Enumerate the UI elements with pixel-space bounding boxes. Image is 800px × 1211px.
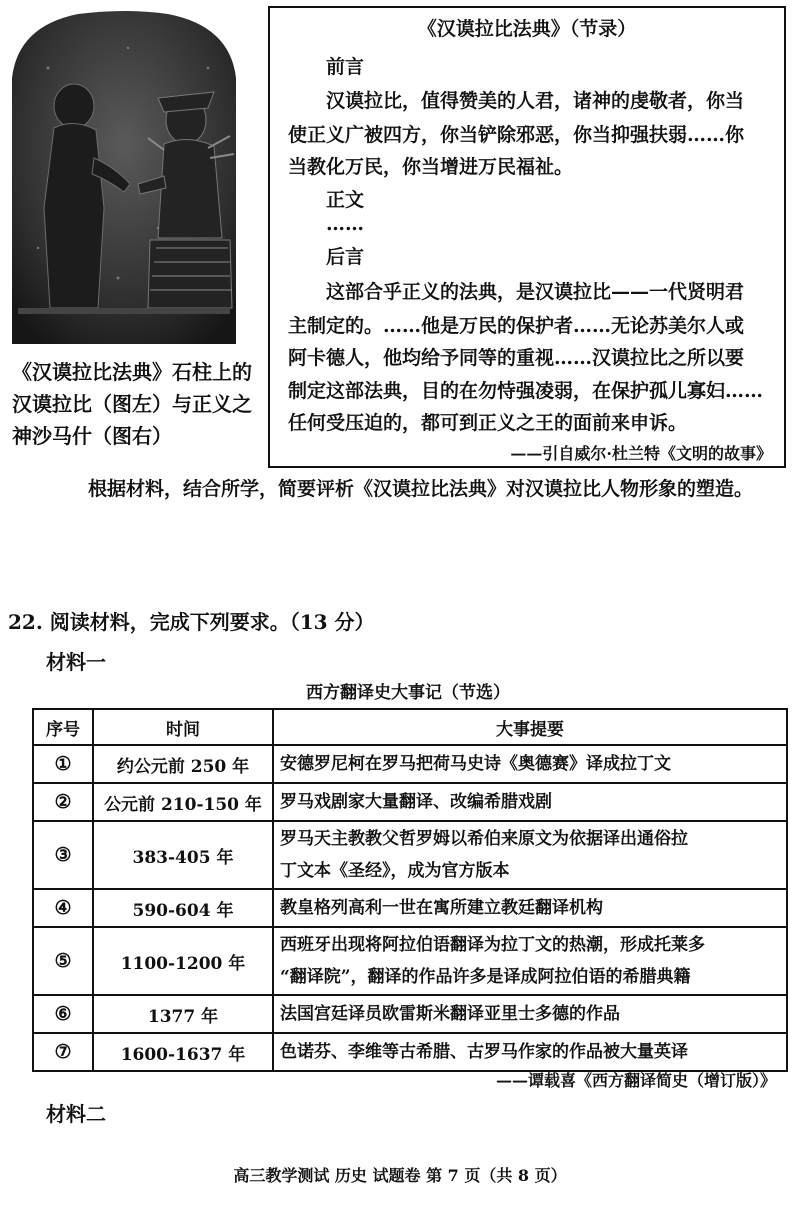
table-row xyxy=(33,783,787,821)
afterword-heading: 后言 xyxy=(326,246,365,268)
material-2-label: 材料二 xyxy=(46,1102,106,1126)
row-time: 1377 年 xyxy=(93,995,273,1033)
header-time: 时间 xyxy=(93,709,273,745)
caption-line: 神沙马什（图右） xyxy=(12,424,172,448)
row-event xyxy=(273,995,787,1033)
row-time: 383-405 年 xyxy=(93,821,273,889)
preface-heading: 前言 xyxy=(326,56,365,78)
event-line: 丁文本《圣经》，成为官方版本 xyxy=(280,861,510,881)
row-number: ⑥ xyxy=(33,995,93,1033)
preface-line: 汉谟拉比，值得赞美的人君，诸神的虔敬者，你当 xyxy=(326,90,745,112)
row-number: ⑦ xyxy=(33,1033,93,1071)
question-21-prompt: 根据材料，结合所学，简要评析《汉谟拉比法典》对汉谟拉比人物形象的塑造。 xyxy=(88,478,754,500)
excerpt-title: 《汉谟拉比法典》（节录） xyxy=(417,18,637,40)
row-number: ④ xyxy=(33,889,93,927)
event-line: 法国宫廷译员欧雷斯米翻译亚里士多德的作品 xyxy=(280,1004,620,1024)
row-event xyxy=(273,745,787,783)
table-row xyxy=(33,745,787,783)
table-row xyxy=(33,1033,787,1071)
table-row xyxy=(33,821,787,889)
excerpt-source: ——引自威尔·杜兰特《文明的故事》 xyxy=(510,444,772,463)
figure-caption xyxy=(12,356,252,452)
row-event xyxy=(273,927,787,995)
row-event xyxy=(273,821,787,889)
body-heading: 正文 xyxy=(326,189,365,211)
preface-line: 当教化万民，你当增进万民福祉。 xyxy=(288,156,574,178)
event-line: 安德罗尼柯在罗马把荷马史诗《奥德赛》译成拉丁文 xyxy=(280,754,671,774)
event-line: 罗马戏剧家大量翻译、改编希腊戏剧 xyxy=(280,792,552,812)
afterword-line: 阿卡德人，他均给予同等的重视……汉谟拉比之所以要 xyxy=(288,347,745,369)
afterword-line: 主制定的。……他是万民的保护者……无论苏美尔人或 xyxy=(288,315,745,337)
translation-history-table xyxy=(32,708,788,1072)
row-event xyxy=(273,783,787,821)
afterword-line: 这部合乎正义的法典，是汉谟拉比——一代贤明君 xyxy=(326,281,745,303)
row-time: 1100-1200 年 xyxy=(93,927,273,995)
body-ellipsis: …… xyxy=(326,213,364,235)
header-event: 大事提要 xyxy=(273,709,787,745)
row-event xyxy=(273,1033,787,1071)
row-event xyxy=(273,889,787,927)
page-footer: 高三教学测试 历史 试题卷 第 7 页（共 8 页） xyxy=(233,1166,567,1185)
row-time: 1600-1637 年 xyxy=(93,1033,273,1071)
material-1-label: 材料一 xyxy=(46,650,106,674)
row-time: 公元前 210-150 年 xyxy=(93,783,273,821)
afterword-line: 制定这部法典，目的在勿恃强凌弱，在保护孤儿寡妇…… xyxy=(288,380,764,402)
row-time: 590-604 年 xyxy=(93,889,273,927)
preface-line: 使正义广被四方，你当铲除邪恶，你当抑强扶弱……你 xyxy=(288,124,745,146)
caption-line: 《汉谟拉比法典》石柱上的 xyxy=(12,360,252,384)
afterword-line: 任何受压迫的，都可到正义之王的面前来申诉。 xyxy=(288,412,688,434)
row-time: 约公元前 250 年 xyxy=(93,745,273,783)
event-line: 色诺芬、李维等古希腊、古罗马作家的作品被大量英译 xyxy=(280,1042,688,1062)
hammurabi-stele-image xyxy=(8,8,240,344)
row-number: ① xyxy=(33,745,93,783)
header-number: 序号 xyxy=(33,709,93,745)
table-title: 西方翻译史大事记（节选） xyxy=(306,683,510,703)
event-line: 罗马天主教教父哲罗姆以希伯来原文为依据译出通俗拉 xyxy=(280,829,688,849)
row-number: ⑤ xyxy=(33,927,93,995)
table-header-row xyxy=(33,709,787,745)
caption-line: 汉谟拉比（图左）与正义之 xyxy=(12,392,252,416)
event-line: 西班牙出现将阿拉伯语翻译为拉丁文的热潮，形成托莱多 xyxy=(280,935,705,955)
table-source: ——谭载喜《西方翻译简史（增订版）》 xyxy=(495,1071,776,1090)
event-line: “翻译院”，翻译的作品许多是译成阿拉伯语的希腊典籍 xyxy=(280,967,691,987)
row-number: ② xyxy=(33,783,93,821)
table-row xyxy=(33,889,787,927)
table-row xyxy=(33,995,787,1033)
row-number: ③ xyxy=(33,821,93,889)
event-line: 教皇格列高利一世在寓所建立教廷翻译机构 xyxy=(280,898,603,918)
table-row xyxy=(33,927,787,995)
question-22-heading: 22. 阅读材料，完成下列要求。（13 分） xyxy=(8,610,375,634)
